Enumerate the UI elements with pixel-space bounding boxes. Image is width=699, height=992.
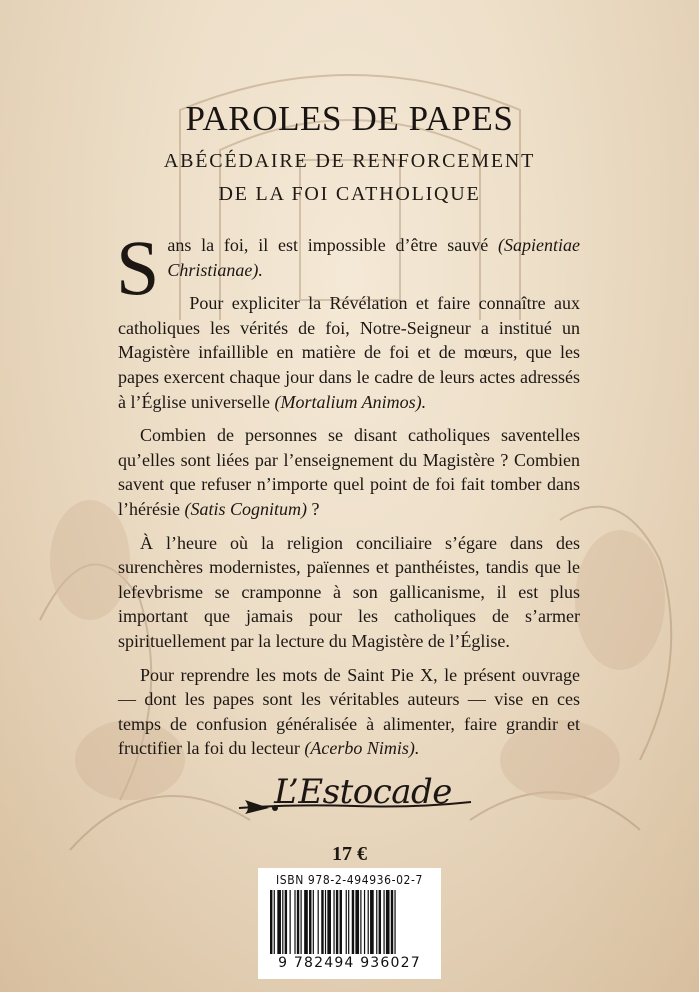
paragraph-5-reference: (Acerbo Nimis). (304, 738, 420, 759)
drop-cap: S (116, 224, 160, 311)
barcode-bar (394, 890, 395, 954)
barcode-bar (391, 890, 393, 954)
barcode-bar (282, 890, 283, 954)
paragraph-3 (118, 423, 580, 521)
barcode-bar (301, 890, 302, 954)
barcode-bar (270, 890, 272, 954)
paragraph-2-reference: (Mortalium Animos). (274, 391, 427, 412)
barcode-bar (370, 890, 374, 954)
barcode-bar (346, 890, 347, 954)
barcode-bar (383, 890, 384, 954)
paragraph-5 (118, 663, 580, 761)
paragraph-1-reference: (Sapientiae Christianae). (167, 235, 580, 280)
barcode-bar (360, 890, 361, 954)
paragraph-2-text: Pour expliciter la Révélation et faire connaître aux catholiques les vérités de foi, Notre-Seigneur a institué un Magistère infaillible en matière de foi et de mœurs, que les papes exercent chaque jour dans le cadre de leurs actes adressés à l’Église universelle (118, 293, 580, 412)
publisher-logo (235, 772, 475, 832)
barcode-bar (309, 890, 311, 954)
paragraph-3-reference: (Satis Cognitum) (184, 498, 307, 519)
paragraph-4-text: À l’heure où la religion conciliaire s’égare dans des surenchères modernistes, païennes et panthéistes, tandis que le lefevbrisme se cramponne à son gallicanisme, il est plus important que jamais pour les catholiques de s’armer spirituellement par la lecture du Magistère de l’Église. (118, 532, 580, 651)
barcode-bar (313, 890, 314, 954)
barcode-bar (297, 890, 299, 954)
isbn-label: ISBN 978-2-494936-02-7 (275, 873, 423, 887)
back-cover-blurb (116, 224, 580, 770)
barcode-bar (290, 890, 291, 954)
barcode-bar (277, 890, 281, 954)
publisher-name: L’Estocade (274, 772, 452, 812)
barcode-bar (336, 890, 338, 954)
barcode-bar (368, 890, 369, 954)
barcode-bars (270, 890, 435, 954)
barcode-bar (386, 890, 390, 954)
paragraph-3-text: Combien de personnes se disant catholiques saventelles qu’elles sont liées par l’enseignement du Magistère ? Combien savent que refuser n’importe quel point de foi fait tomber dans l’hérésie (118, 425, 580, 519)
barcode-bar (304, 890, 308, 954)
barcode-bar (364, 890, 365, 954)
barcode-bar (274, 890, 275, 954)
barcode-bar (355, 890, 359, 954)
price-label: 17 € (332, 843, 367, 865)
paragraph-2 (118, 291, 580, 414)
isbn-barcode (258, 868, 441, 979)
paragraph-1 (116, 224, 580, 311)
barcode-bar (327, 890, 331, 954)
isbn-digits: 9 782494 936027 (278, 955, 421, 971)
book-title: PAROLES DE PAPES (185, 99, 514, 138)
barcode-bar (352, 890, 354, 954)
barcode-bar (376, 890, 377, 954)
subtitle-line-1: ABÉCÉDAIRE DE RENFORCEMENT (163, 150, 536, 172)
barcode-bar (333, 890, 334, 954)
barcode-bar (318, 890, 319, 954)
barcode-bar (348, 890, 349, 954)
paragraph-5-text: Pour reprendre les mots de Saint Pie X, le présent ouvrage — dont les papes sont les véritables auteurs — vise en ces temps de confusion généralisée à alimenter, faire grandir et fructifier la foi du lecteur (118, 664, 580, 759)
subtitle-line-2: DE LA FOI CATHOLIQUE (218, 183, 481, 205)
barcode-bar (294, 890, 295, 954)
barcode-bar (285, 890, 287, 954)
barcode-bar (340, 890, 342, 954)
barcode-bar (321, 890, 323, 954)
barcode-bar (325, 890, 326, 954)
barcode-bar (379, 890, 381, 954)
paragraph-4 (118, 531, 580, 654)
paragraph-1-text: ans la foi, il est impossible d’être sauvé (167, 235, 499, 255)
paragraph-3-end: ? (306, 498, 320, 519)
book-subtitle (0, 145, 699, 211)
